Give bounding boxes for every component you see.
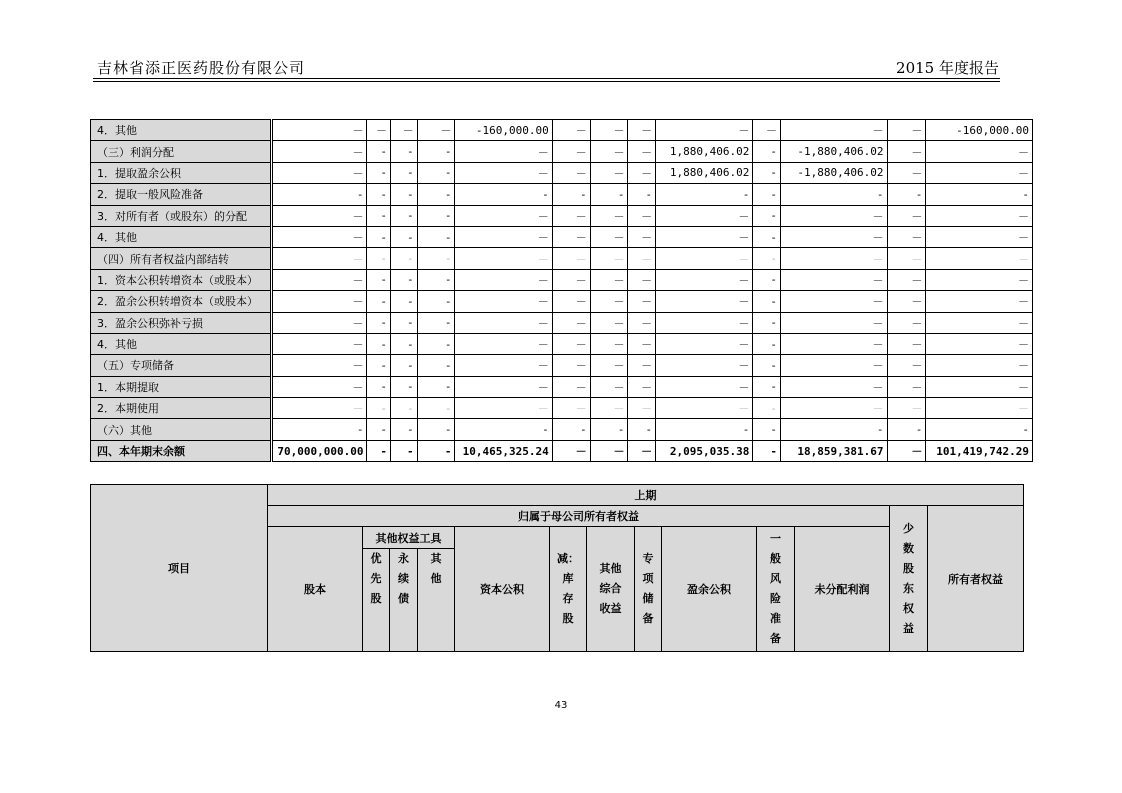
- table-cell: -: [390, 205, 417, 226]
- table-cell: -: [367, 205, 391, 226]
- table-cell: －: [781, 248, 887, 269]
- table-cell: -: [367, 291, 391, 312]
- table-cell: -: [390, 419, 417, 440]
- table-cell: －: [272, 376, 367, 397]
- header-minority: 少 数 股 东 权 益: [890, 506, 928, 652]
- table-cell: －: [628, 333, 656, 354]
- table-cell: -: [417, 248, 455, 269]
- table-cell: -: [390, 162, 417, 183]
- table-cell: －: [887, 291, 926, 312]
- table-cell: -: [390, 376, 417, 397]
- table-cell: -: [417, 269, 455, 290]
- table-cell: －: [455, 291, 552, 312]
- table-cell: -: [656, 184, 753, 205]
- table-cell: －: [781, 205, 887, 226]
- table-row: [91, 141, 1033, 162]
- table-cell: －: [272, 398, 367, 419]
- table-row: [91, 398, 1033, 419]
- table-cell: -: [390, 398, 417, 419]
- row-label: （三）利润分配: [91, 141, 272, 162]
- equity-changes-table-current: [90, 119, 1033, 462]
- table-row: [91, 333, 1033, 354]
- table-cell: －: [781, 226, 887, 247]
- table-cell: －: [455, 355, 552, 376]
- table-cell: －: [552, 333, 590, 354]
- table-cell: -: [753, 355, 781, 376]
- table-cell: －: [272, 291, 367, 312]
- table-row: [91, 162, 1033, 183]
- table-cell: －: [552, 141, 590, 162]
- table-cell: －: [590, 440, 628, 461]
- table-cell: －: [656, 120, 753, 141]
- table-cell: -: [390, 291, 417, 312]
- table-cell: －: [628, 355, 656, 376]
- header-share-capital: 股本: [268, 527, 363, 652]
- table-cell: -: [887, 419, 926, 440]
- table-cell: －: [926, 162, 1033, 183]
- table-cell: -: [367, 419, 391, 440]
- table-cell: -: [390, 248, 417, 269]
- table-cell: －: [628, 120, 656, 141]
- table-cell: －: [887, 312, 926, 333]
- table-cell: -: [390, 226, 417, 247]
- table-cell: －: [590, 226, 628, 247]
- table-cell: －: [552, 440, 590, 461]
- table-cell: -: [753, 398, 781, 419]
- table-cell: -: [367, 312, 391, 333]
- row-label: 四、本年期末余额: [91, 440, 272, 461]
- table-cell: -: [455, 184, 552, 205]
- table-cell: －: [552, 205, 590, 226]
- table-cell: -: [390, 184, 417, 205]
- table-cell: -: [367, 333, 391, 354]
- table-cell: －: [552, 226, 590, 247]
- table-cell: －: [656, 333, 753, 354]
- table-cell: -: [367, 141, 391, 162]
- table-cell: -: [552, 419, 590, 440]
- table-cell: -1,880,406.02: [781, 141, 887, 162]
- table-cell: －: [887, 269, 926, 290]
- table-cell: -: [753, 162, 781, 183]
- row-label: 3．盈余公积弥补亏损: [91, 312, 272, 333]
- table-cell: -1,880,406.02: [781, 162, 887, 183]
- table-cell: －: [926, 376, 1033, 397]
- table-cell: -: [367, 440, 391, 461]
- row-label: 3．对所有者（或股东）的分配: [91, 205, 272, 226]
- table-cell: -: [628, 184, 656, 205]
- table-row: [91, 269, 1033, 290]
- table-cell: -: [417, 440, 455, 461]
- table-cell: －: [887, 226, 926, 247]
- table-cell: 70,000,000.00: [272, 440, 367, 461]
- table-cell: －: [926, 398, 1033, 419]
- header-preferred: 优 先 股: [363, 549, 390, 652]
- table-cell: -: [781, 184, 887, 205]
- table-cell: －: [656, 291, 753, 312]
- table-cell: －: [628, 312, 656, 333]
- table-cell: -: [367, 248, 391, 269]
- table-cell: －: [887, 333, 926, 354]
- table-cell: －: [887, 248, 926, 269]
- table-cell: －: [887, 440, 926, 461]
- table-cell: －: [926, 355, 1033, 376]
- table-cell: －: [590, 205, 628, 226]
- table-cell: -: [390, 355, 417, 376]
- table-cell: －: [926, 291, 1033, 312]
- table-cell: －: [272, 269, 367, 290]
- table-cell: －: [753, 120, 781, 141]
- table-cell: －: [455, 226, 552, 247]
- table-cell: -: [628, 419, 656, 440]
- table-cell: －: [455, 376, 552, 397]
- header-capital-reserve: 资本公积: [455, 527, 550, 652]
- table-cell: －: [656, 226, 753, 247]
- table-cell: －: [887, 120, 926, 141]
- table-cell: -: [753, 440, 781, 461]
- table-row: [91, 355, 1033, 376]
- table-cell: -: [753, 291, 781, 312]
- row-label: （五）专项储备: [91, 355, 272, 376]
- table-cell: -: [753, 376, 781, 397]
- table-cell: －: [781, 398, 887, 419]
- row-label: 4．其他: [91, 333, 272, 354]
- table-cell: －: [926, 205, 1033, 226]
- table-cell: －: [656, 269, 753, 290]
- header-rule: [93, 78, 1000, 79]
- table-cell: －: [417, 120, 455, 141]
- table-cell: -: [590, 184, 628, 205]
- table-cell: －: [272, 226, 367, 247]
- table-cell: －: [628, 226, 656, 247]
- table-cell: －: [590, 333, 628, 354]
- table-cell: -: [367, 162, 391, 183]
- table-row: [91, 205, 1033, 226]
- table-cell: －: [781, 120, 887, 141]
- row-label: 2．本期使用: [91, 398, 272, 419]
- table-cell: －: [272, 355, 367, 376]
- table-cell: 18,859,381.67: [781, 440, 887, 461]
- table-cell: －: [887, 355, 926, 376]
- table-cell: －: [656, 355, 753, 376]
- table-cell: -: [753, 312, 781, 333]
- header-perpetual: 永 续 债: [390, 549, 418, 652]
- table-cell: －: [590, 376, 628, 397]
- table-cell: 1,880,406.02: [656, 162, 753, 183]
- table-cell: －: [590, 269, 628, 290]
- table-cell: -: [887, 184, 926, 205]
- table-cell: －: [455, 141, 552, 162]
- header-item: 项目: [91, 485, 268, 652]
- table-cell: －: [628, 269, 656, 290]
- table-cell: －: [590, 120, 628, 141]
- table-cell: －: [455, 205, 552, 226]
- table-cell: －: [656, 376, 753, 397]
- table-cell: －: [590, 398, 628, 419]
- table-cell: －: [590, 312, 628, 333]
- table-cell: －: [656, 248, 753, 269]
- table-cell: －: [926, 226, 1033, 247]
- table-cell: －: [552, 269, 590, 290]
- table-cell: －: [272, 162, 367, 183]
- table-cell: －: [926, 248, 1033, 269]
- table-cell: －: [781, 333, 887, 354]
- table-cell: -: [367, 269, 391, 290]
- row-label: 1．资本公积转增资本（或股本）: [91, 269, 272, 290]
- table-cell: -: [417, 312, 455, 333]
- table-cell: -: [753, 419, 781, 440]
- table-cell: 2,095,035.38: [656, 440, 753, 461]
- table-cell: －: [552, 355, 590, 376]
- table-cell: -: [417, 398, 455, 419]
- table-cell: －: [781, 376, 887, 397]
- table-cell: －: [272, 312, 367, 333]
- table-cell: -: [753, 141, 781, 162]
- table-cell: －: [656, 205, 753, 226]
- table-cell: －: [455, 269, 552, 290]
- table-row: [91, 226, 1033, 247]
- row-label: （六）其他: [91, 419, 272, 440]
- company-name: 吉林省添正医药股份有限公司: [97, 59, 306, 77]
- table-cell: -: [656, 419, 753, 440]
- table-cell: －: [590, 162, 628, 183]
- row-label: 1．提取盈余公积: [91, 162, 272, 183]
- table-cell: －: [781, 291, 887, 312]
- table-row: [91, 440, 1033, 461]
- table-cell: -: [417, 141, 455, 162]
- table-cell: －: [272, 120, 367, 141]
- table-cell: －: [455, 312, 552, 333]
- table-row: [91, 312, 1033, 333]
- table-cell: －: [552, 248, 590, 269]
- table-row: [91, 419, 1033, 440]
- table-cell: －: [590, 248, 628, 269]
- table-cell: －: [628, 205, 656, 226]
- row-label: （四）所有者权益内部结转: [91, 248, 272, 269]
- header-special: 专 项 储 备: [635, 527, 662, 652]
- table-cell: －: [455, 398, 552, 419]
- table-row: [91, 376, 1033, 397]
- table-cell: －: [656, 312, 753, 333]
- table-cell: -: [367, 184, 391, 205]
- table-row: [91, 120, 1033, 141]
- table-cell: －: [628, 440, 656, 461]
- table-cell: -: [272, 184, 367, 205]
- table-row: [91, 291, 1033, 312]
- table-cell: -: [753, 333, 781, 354]
- table-cell: －: [552, 162, 590, 183]
- table-cell: -: [590, 419, 628, 440]
- table-cell: -: [781, 419, 887, 440]
- table-cell: -: [417, 184, 455, 205]
- table-cell: －: [628, 141, 656, 162]
- table-cell: －: [628, 248, 656, 269]
- table-cell: -: [417, 419, 455, 440]
- table-cell: -: [390, 333, 417, 354]
- table-cell: －: [926, 141, 1033, 162]
- table-cell: －: [887, 205, 926, 226]
- table-cell: －: [552, 398, 590, 419]
- header-parent-equity: 归属于母公司所有者权益: [268, 506, 890, 527]
- table-cell: -: [926, 419, 1033, 440]
- table-cell: －: [552, 120, 590, 141]
- table-cell: -: [417, 226, 455, 247]
- header-surplus: 盈余公积: [662, 527, 757, 652]
- row-label: 1．本期提取: [91, 376, 272, 397]
- table-cell: -: [753, 226, 781, 247]
- table-cell: －: [367, 120, 391, 141]
- header-oci: 其他 综合 收益: [587, 527, 635, 652]
- table-cell: -: [390, 141, 417, 162]
- table-cell: －: [887, 376, 926, 397]
- table-cell: －: [926, 333, 1033, 354]
- table-cell: －: [552, 291, 590, 312]
- header-period: 上期: [268, 485, 1024, 506]
- table-cell: -: [417, 291, 455, 312]
- header-total: 所有者权益: [928, 506, 1024, 652]
- table-cell: －: [781, 312, 887, 333]
- table-cell: －: [590, 141, 628, 162]
- table-cell: －: [926, 269, 1033, 290]
- table-cell: -: [367, 355, 391, 376]
- table-cell: －: [887, 398, 926, 419]
- table-cell: -: [455, 419, 552, 440]
- table-cell: －: [272, 205, 367, 226]
- table-cell: -: [417, 205, 455, 226]
- report-title: 2015 年度报告: [896, 59, 999, 77]
- table-cell: －: [272, 141, 367, 162]
- equity-changes-header-prior: [90, 484, 1024, 652]
- table-cell: -: [272, 419, 367, 440]
- table-cell: 10,465,325.24: [455, 440, 552, 461]
- table-cell: -160,000.00: [926, 120, 1033, 141]
- table-cell: －: [272, 248, 367, 269]
- table-cell: －: [552, 312, 590, 333]
- table-cell: -: [417, 333, 455, 354]
- table-cell: －: [628, 291, 656, 312]
- table-cell: -: [390, 269, 417, 290]
- table-cell: －: [272, 333, 367, 354]
- table-cell: -: [367, 398, 391, 419]
- table-cell: －: [887, 141, 926, 162]
- row-label: 4．其他: [91, 226, 272, 247]
- table-cell: －: [628, 376, 656, 397]
- header-treasury: 减： 库 存 股: [550, 527, 587, 652]
- header-retained: 未分配利润: [795, 527, 890, 652]
- table-cell: -160,000.00: [455, 120, 552, 141]
- table-cell: －: [781, 355, 887, 376]
- table-cell: -: [367, 226, 391, 247]
- table-cell: -: [417, 162, 455, 183]
- header-rule-thin: [93, 81, 1000, 82]
- table-cell: －: [590, 291, 628, 312]
- table-cell: －: [628, 398, 656, 419]
- table-cell: －: [926, 312, 1033, 333]
- table-cell: -: [753, 184, 781, 205]
- table-cell: -: [417, 376, 455, 397]
- header-general-risk: 一 般 风 险 准 备: [757, 527, 795, 652]
- table-cell: -: [552, 184, 590, 205]
- table-cell: －: [781, 269, 887, 290]
- table-cell: －: [455, 333, 552, 354]
- table-row: [91, 248, 1033, 269]
- table-cell: 101,419,742.29: [926, 440, 1033, 461]
- table-cell: －: [887, 162, 926, 183]
- table-cell: -: [753, 248, 781, 269]
- header-other-equity: 其他权益工具: [363, 527, 455, 549]
- table-cell: －: [590, 355, 628, 376]
- page-number: 43: [554, 700, 568, 711]
- table-cell: -: [390, 440, 417, 461]
- row-label: 2．盈余公积转增资本（或股本）: [91, 291, 272, 312]
- table-cell: －: [390, 120, 417, 141]
- table-cell: -: [390, 312, 417, 333]
- table-cell: -: [417, 355, 455, 376]
- table-row: [91, 184, 1033, 205]
- table-cell: -: [753, 269, 781, 290]
- table-cell: -: [753, 205, 781, 226]
- table-cell: －: [552, 376, 590, 397]
- row-label: 4．其他: [91, 120, 272, 141]
- header-other: 其 他: [418, 549, 455, 652]
- table-cell: －: [628, 162, 656, 183]
- row-label: 2．提取一般风险准备: [91, 184, 272, 205]
- table-cell: -: [926, 184, 1033, 205]
- table-cell: －: [656, 398, 753, 419]
- table-cell: －: [455, 248, 552, 269]
- table-cell: 1,880,406.02: [656, 141, 753, 162]
- table-cell: -: [367, 376, 391, 397]
- table-cell: －: [455, 162, 552, 183]
